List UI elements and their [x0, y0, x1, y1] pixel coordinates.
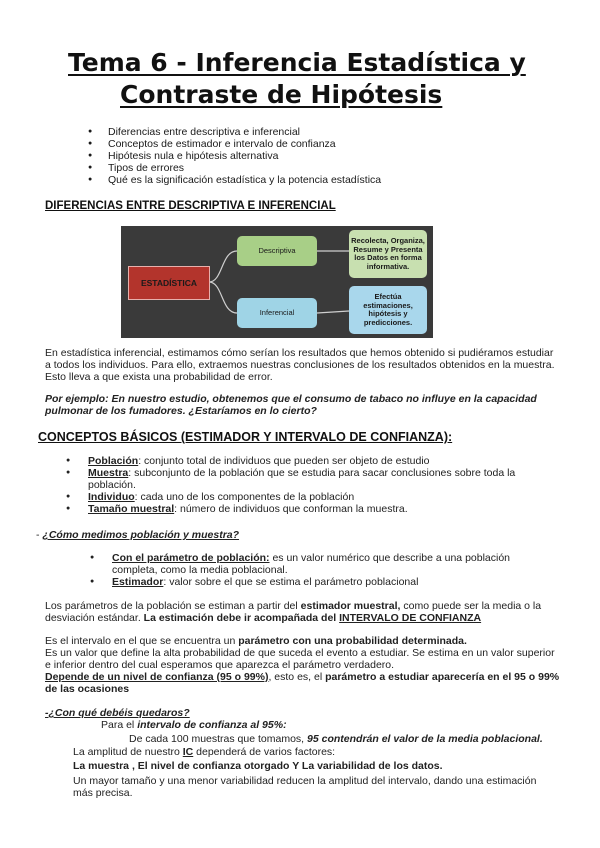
list-item: ● Tipos de errores	[88, 162, 381, 174]
line-amplitud	[73, 746, 335, 758]
list-item	[90, 552, 530, 576]
list-item: ● Qué es la significación estadística y la potencia estadística	[88, 174, 381, 186]
diagram-node-estadistica: ESTADÍSTICA	[128, 266, 210, 300]
text-run: La amplitud de nuestro	[73, 746, 183, 758]
text-run: estimador muestral,	[300, 600, 401, 612]
question-quedaros: -¿Con qué debéis quedaros?	[45, 707, 190, 719]
line-conclusion: Un mayor tamaño y una menor variabilidad reducen la amplitud del intervalo, dando una estimación más precisa.	[73, 775, 537, 799]
paragraph-intervalo	[45, 635, 560, 695]
list-item	[66, 491, 546, 503]
statistics-diagram	[121, 226, 433, 338]
measure-term: Estimador	[112, 576, 164, 588]
measure-text: es un valor numérico que describe a una población completa, como la media poblacional.	[112, 552, 511, 576]
text-run: IC	[182, 746, 194, 758]
question-text: ¿Cómo medimos población y muestra?	[42, 529, 240, 541]
text-run: como puede ser la media o la desviación estándar.	[45, 600, 542, 624]
text-run: parámetro a estudiar aparecería en el 95 o 99% de las ocasiones	[45, 671, 560, 695]
section-heading-conceptos: CONCEPTOS BÁSICOS (ESTIMADOR Y INTERVALO DE CONFIANZA):	[38, 430, 453, 444]
measure-term: Con el parámetro de población:	[112, 552, 270, 564]
diagram-node-inferencial: Inferencial	[237, 298, 317, 328]
line-muestras	[129, 733, 543, 745]
list-item	[66, 455, 546, 467]
text-run: , esto es, el	[268, 671, 326, 683]
definition-term: Población	[88, 455, 139, 467]
paragraph-estimador	[45, 600, 560, 624]
list-item: ● Conceptos de estimador e intervalo de confianza	[88, 138, 381, 150]
text-run: Es un valor que define la alta probabilidad de que suceda el evento a estudiar. Se estima en un valor superior e inferior dentro del cual esperamos que aparezca el parámetro verdadero.	[45, 647, 555, 671]
text-run: intervalo de confianza al 95%:	[137, 719, 287, 731]
list-item: ● Hipótesis nula e hipótesis alternativa	[88, 150, 381, 162]
diagram-node-descriptiva: Descriptiva	[237, 236, 317, 266]
list-item: ● Diferencias entre descriptiva e inferencial	[88, 126, 381, 138]
definition-text: : cada uno de los componentes de la población	[134, 491, 355, 503]
text-run: parámetro con una probabilidad determinada.	[238, 635, 467, 647]
text-run: 95 contendrán el valor de la media poblacional.	[307, 733, 543, 745]
definition-text: : número de individuos que conforman la muestra.	[174, 503, 408, 515]
diagram-node-descriptiva-detail: Recolecta, Organiza, Resume y Presenta los Datos en forma informativa.	[349, 230, 427, 278]
measure-text: : valor sobre el que se estima el parámetro poblacional	[163, 576, 419, 588]
list-item	[66, 503, 546, 515]
text-run: De cada 100 muestras que tomamos,	[129, 733, 308, 745]
list-item	[90, 576, 530, 588]
question-prefix: -	[36, 529, 43, 541]
text-run: Es el intervalo en el que se encuentra un	[45, 635, 239, 647]
definition-text: : conjunto total de individuos que pueden ser objeto de estudio	[138, 455, 430, 467]
diagram-node-inferencial-detail: Efectúa estimaciones, hipótesis y predicciones.	[349, 286, 427, 334]
definition-term: Tamaño muestral	[88, 503, 175, 515]
text-run: Depende de un nivel de confianza (95 o 99%)	[45, 671, 269, 683]
paragraph-inferencial: En estadística inferencial, estimamos cómo serían los resultados que hemos obtenido si pudiéramos estudiar a todos los individuos. Para ello, extraemos nuestras conclusiones de los resultados obtenidos en la muestra. Esto lleva a que exista una probabilidad de error.	[45, 347, 555, 383]
definition-term: Individuo	[88, 491, 135, 503]
page-title-line2: Contraste de Hipótesis	[120, 80, 443, 109]
text-run: Para el	[101, 719, 138, 731]
definition-term: Muestra	[88, 467, 129, 479]
definitions-list	[66, 455, 546, 515]
text-run: Los parámetros de la población se estiman a partir del	[45, 600, 301, 612]
example-paragraph: Por ejemplo: En nuestro estudio, obtenemos que el consumo de tabaco no influye en la capacidad pulmonar de los fumadores. ¿Estaríamos en lo cierto?	[45, 393, 537, 417]
question-measure	[36, 529, 239, 541]
list-item	[66, 467, 546, 491]
line-ic95	[101, 719, 287, 731]
topics-list	[88, 126, 381, 186]
definition-text: : subconjunto de la población que se estudia para sacar conclusiones sobre toda la población.	[88, 467, 516, 491]
text-run: INTERVALO DE CONFIANZA	[339, 612, 482, 624]
measures-list	[90, 552, 530, 588]
page-title-line1: Tema 6 - Inferencia Estadística y	[68, 48, 526, 77]
text-run: La estimación debe ir acompañada del	[143, 612, 340, 624]
section-heading-diferencias: DIFERENCIAS ENTRE DESCRIPTIVA E INFERENCIAL	[45, 200, 336, 212]
text-run: dependerá de varios factores:	[193, 746, 336, 758]
line-factores: La muestra , El nivel de confianza otorgado Y La variabilidad de los datos.	[73, 760, 443, 772]
